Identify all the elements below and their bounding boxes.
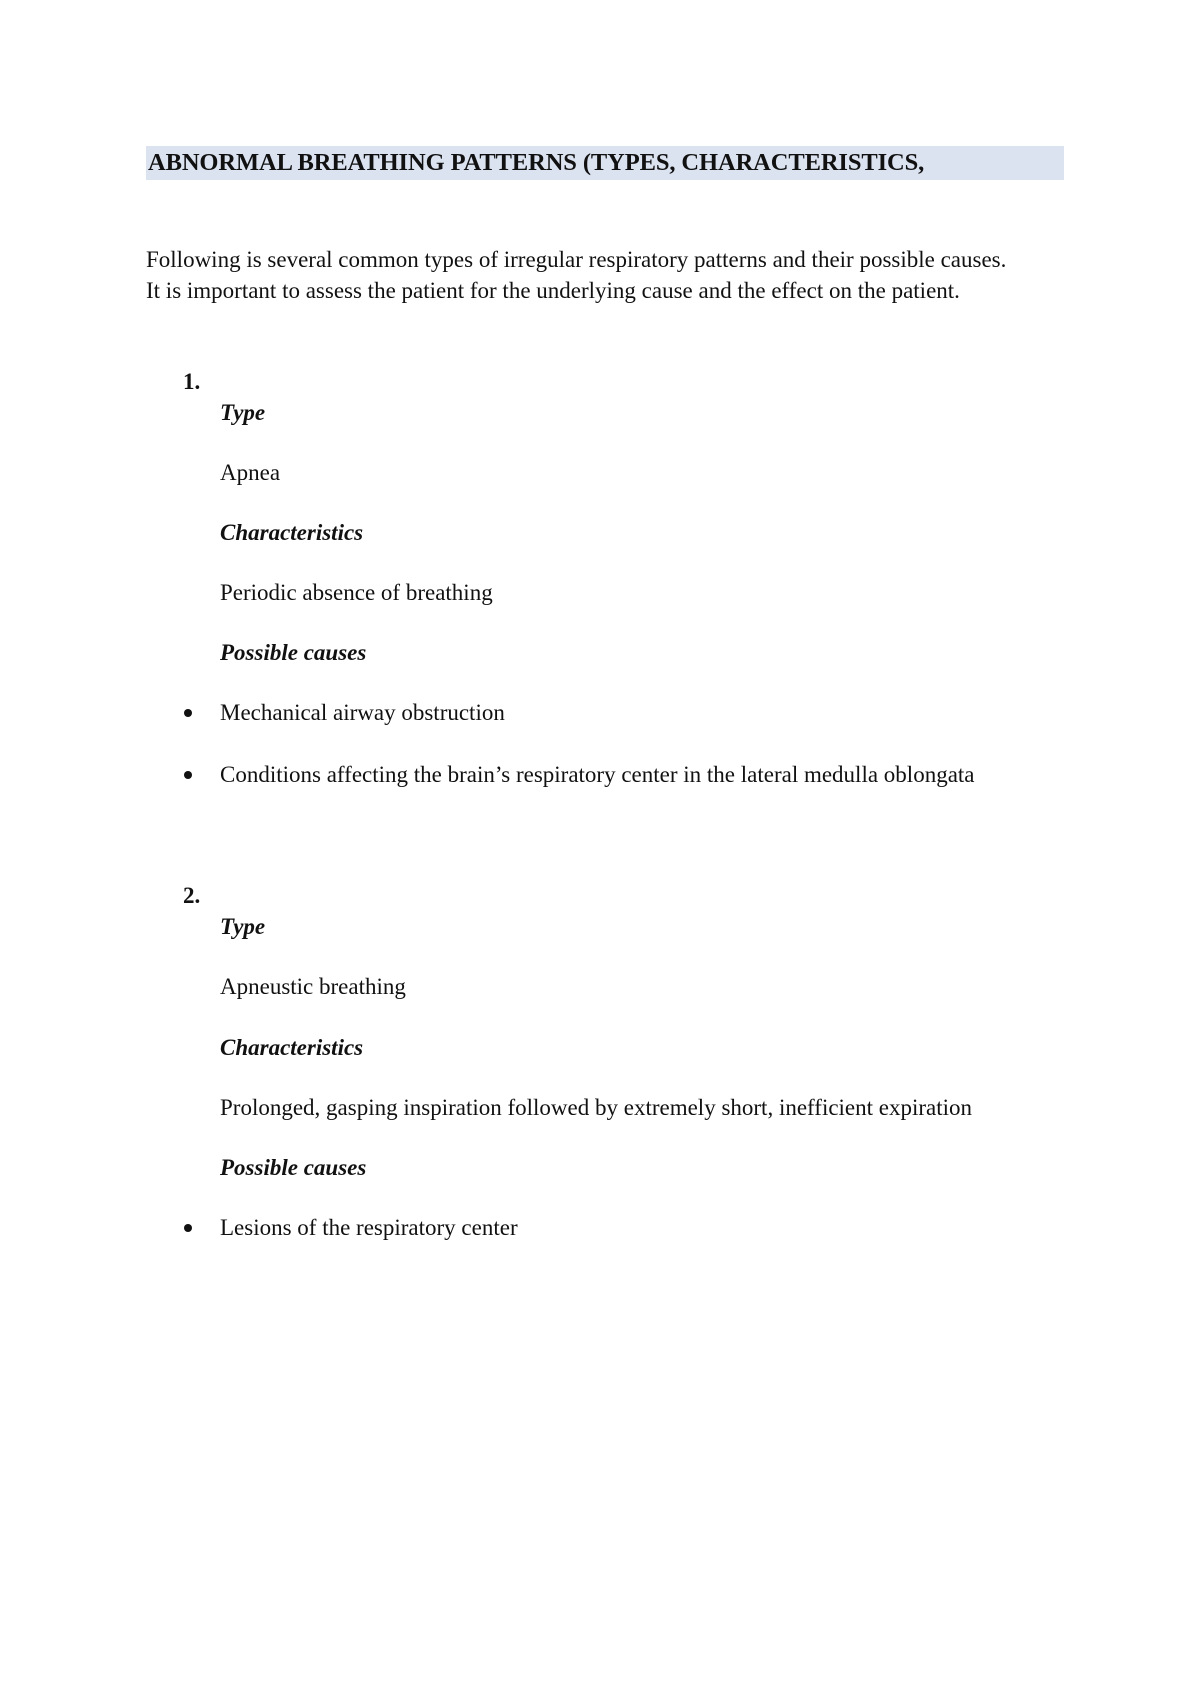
characteristics-value: Prolonged, gasping inspiration followed by extremely short, inefficient expiration xyxy=(220,1095,973,1120)
type-label: Type xyxy=(220,914,266,939)
type-label: Type xyxy=(220,400,266,425)
characteristics-label: Characteristics xyxy=(220,520,364,545)
characteristics-value: Periodic absence of breathing xyxy=(220,580,493,605)
intro-line: It is important to assess the patient for the underlying cause and the effect on the patient. xyxy=(146,278,960,303)
type-value: Apnea xyxy=(220,460,281,485)
type-value: Apneustic breathing xyxy=(220,974,406,999)
characteristics-label: Characteristics xyxy=(220,1035,364,1060)
intro-paragraph xyxy=(146,244,1086,306)
intro-line: Following is several common types of irregular respiratory patterns and their possible causes. xyxy=(146,247,1007,272)
cause-item: Lesions of the respiratory center xyxy=(220,1215,518,1240)
cause-item: Conditions affecting the brain’s respiratory center in the lateral medulla oblongata xyxy=(220,762,975,787)
cause-item: Mechanical airway obstruction xyxy=(220,700,505,725)
bullet-icon xyxy=(184,1224,192,1232)
possible-causes-label: Possible causes xyxy=(220,640,367,665)
document-title: ABNORMAL BREATHING PATTERNS (TYPES, CHARACTERISTICS, xyxy=(146,146,1064,180)
bullet-icon xyxy=(184,771,192,779)
possible-causes-label: Possible causes xyxy=(220,1155,367,1180)
item-number: 1. xyxy=(183,369,201,394)
bullet-icon xyxy=(184,709,192,717)
item-number: 2. xyxy=(183,883,201,908)
